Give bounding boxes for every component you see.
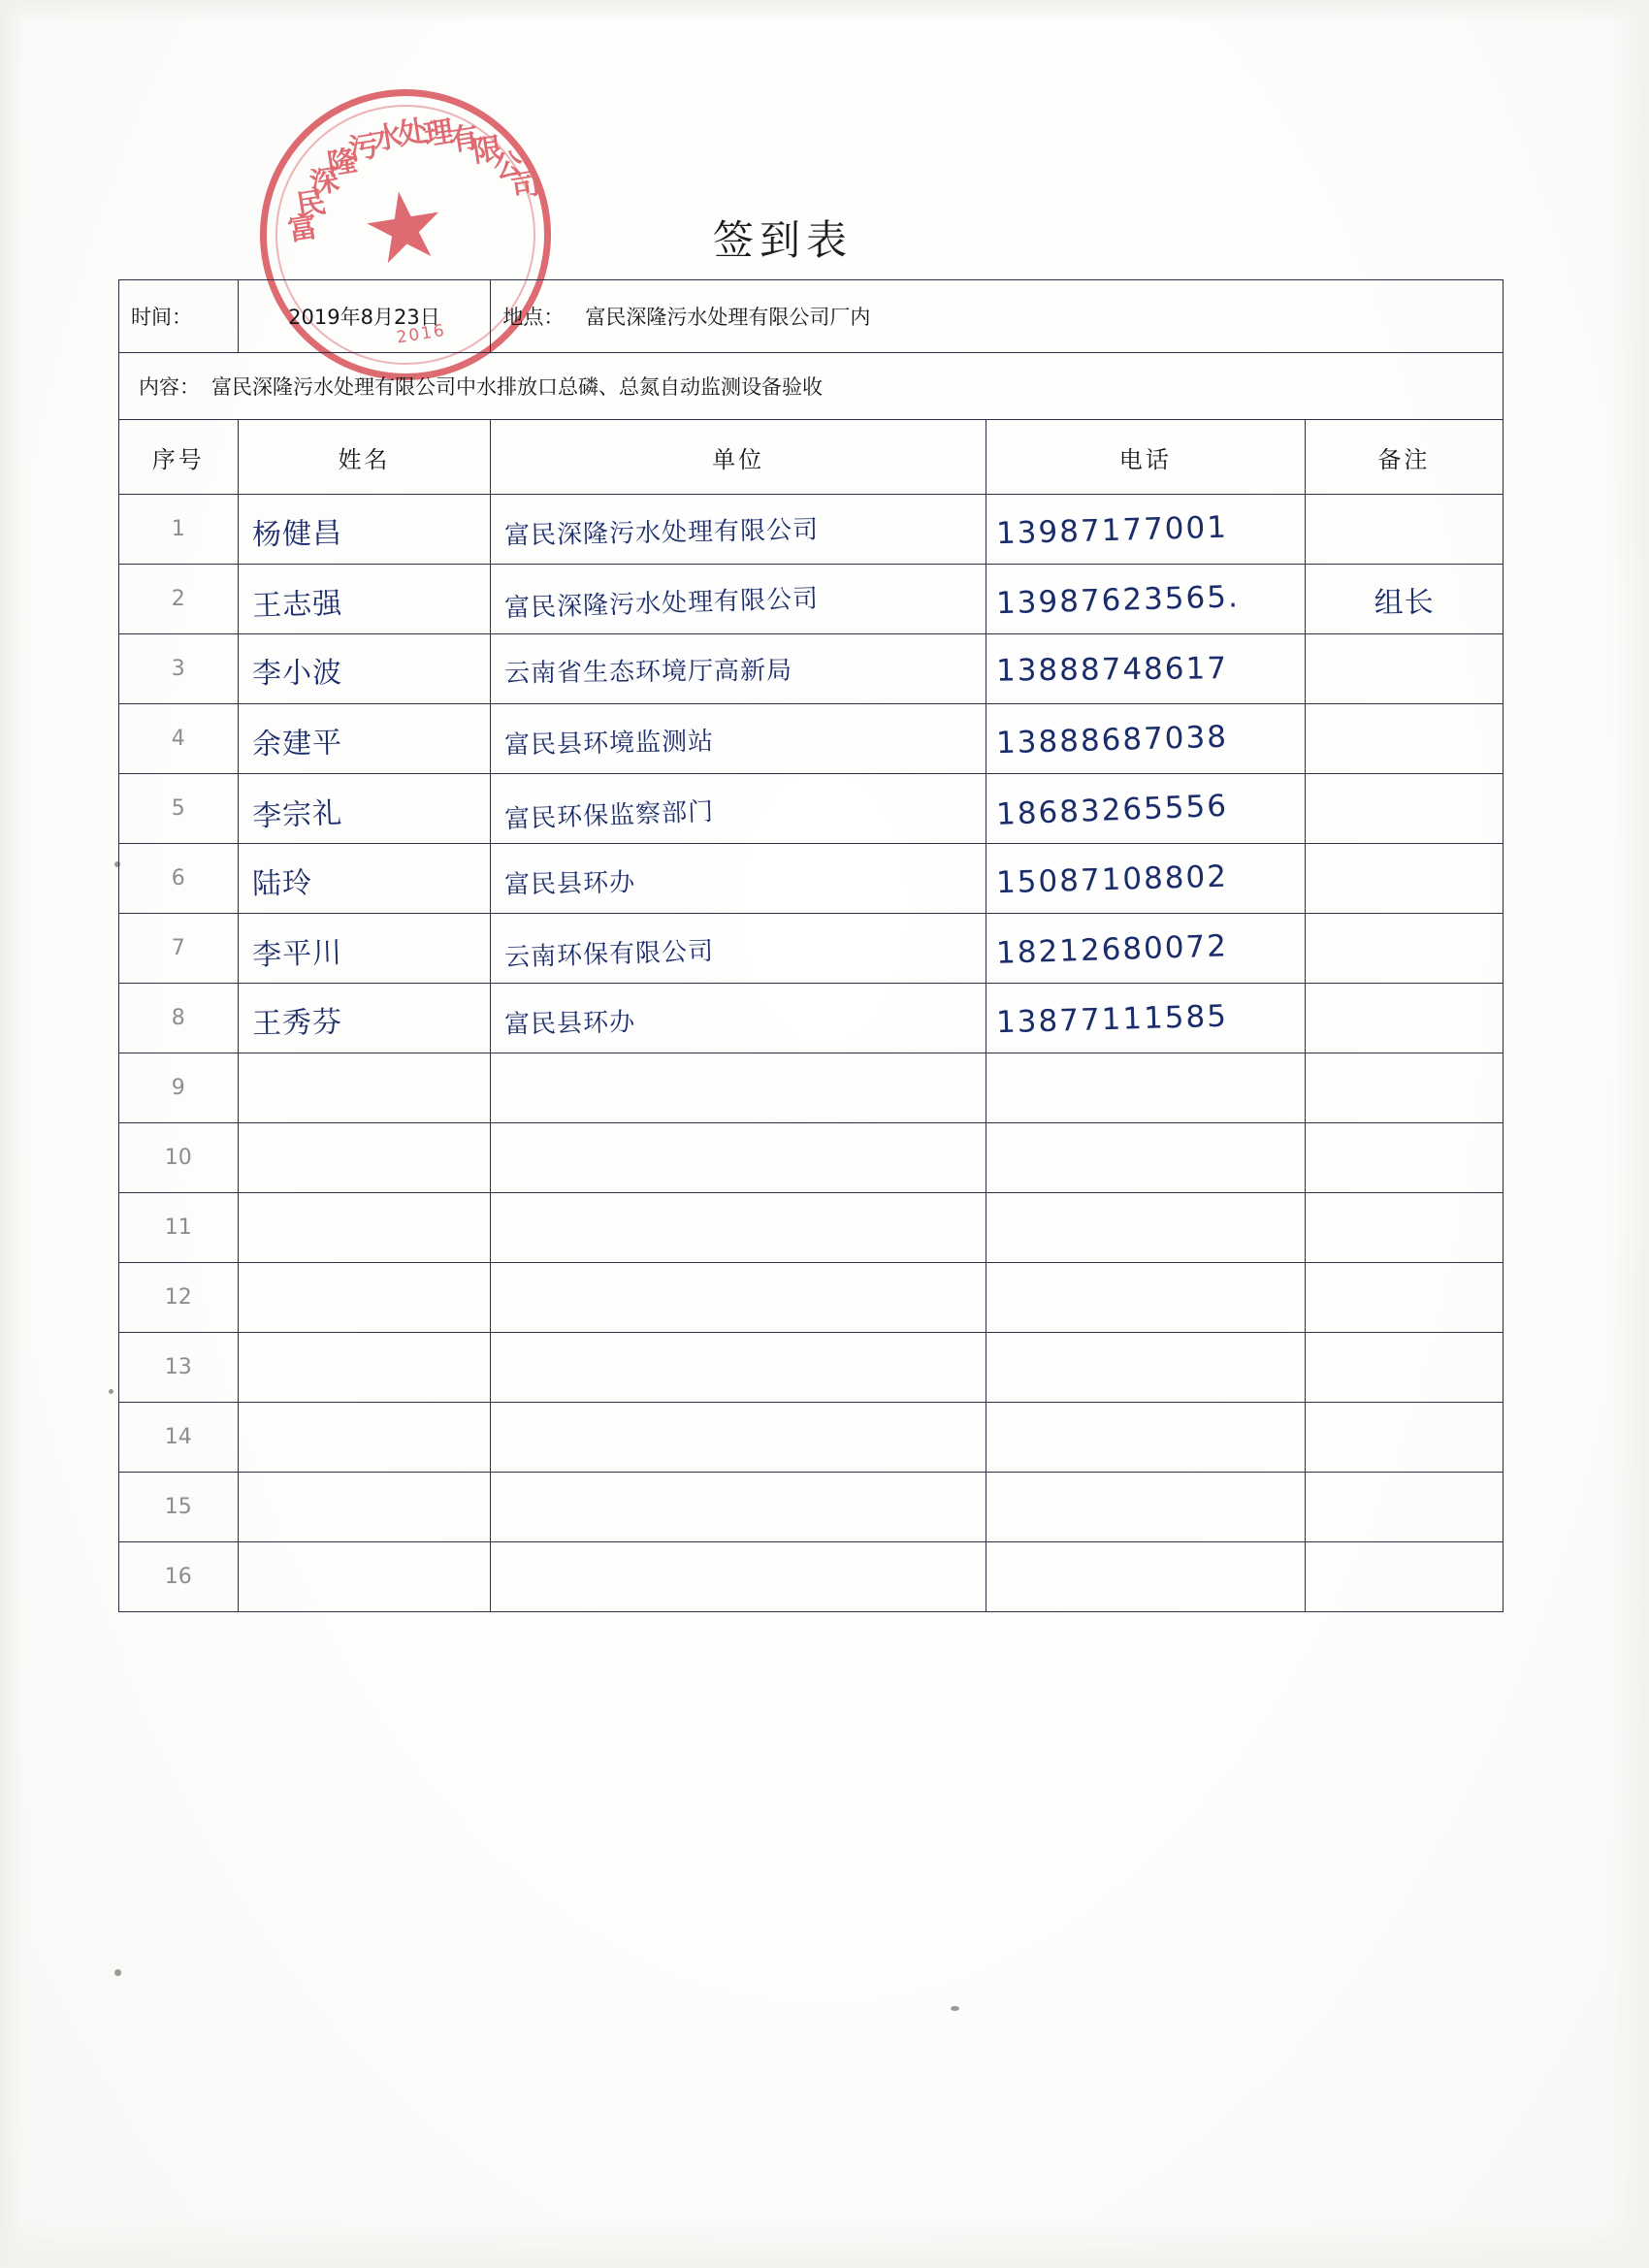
row-unit-cell	[491, 704, 986, 774]
row-seq: 9	[119, 1053, 239, 1123]
row-unit-cell	[491, 495, 986, 565]
handwritten-unit	[491, 1363, 985, 1373]
row-phone-cell	[986, 844, 1305, 914]
row-note-cell	[1305, 1403, 1503, 1473]
handwritten-note	[1306, 1296, 1503, 1300]
handwritten-note	[1306, 1086, 1503, 1090]
place-cell	[491, 280, 1504, 353]
handwritten-note	[1306, 1017, 1503, 1021]
row-unit-cell	[491, 1053, 986, 1123]
table-row	[119, 565, 1504, 634]
row-unit-cell	[491, 1123, 986, 1193]
row-name-cell	[238, 1123, 491, 1193]
handwritten-name	[239, 1365, 491, 1370]
row-seq: 2	[119, 565, 239, 634]
time-label: 时间：	[131, 306, 192, 329]
row-name-cell	[238, 704, 491, 774]
row-phone-cell	[986, 1053, 1305, 1123]
row-phone-cell	[986, 565, 1305, 634]
handwritten-name: 陆玲	[251, 865, 312, 901]
handwritten-note	[1306, 877, 1503, 881]
scan-speck	[109, 1389, 113, 1394]
table-row	[119, 1263, 1504, 1333]
page-title: 签到表	[713, 216, 854, 264]
row-name-cell	[238, 844, 491, 914]
handwritten-unit	[491, 1153, 985, 1163]
row-unit-cell	[491, 1193, 986, 1263]
handwritten-note	[1306, 1575, 1503, 1579]
handwritten-phone	[986, 1293, 1305, 1302]
row-seq: 15	[119, 1473, 239, 1542]
row-seq: 6	[119, 844, 239, 914]
seal-arc-text: 富 民 深 隆 污 水 处 理 有 限 公 司	[285, 113, 543, 248]
table-row	[119, 1053, 1504, 1123]
handwritten-phone	[986, 1223, 1305, 1232]
handwritten-note	[1306, 807, 1503, 811]
handwritten-unit: 富民深隆污水处理有限公司	[504, 515, 820, 551]
handwritten-unit	[491, 1084, 985, 1093]
row-seq: 8	[119, 984, 239, 1053]
header-note: 备注	[1305, 420, 1503, 495]
row-unit-cell	[491, 1333, 986, 1403]
row-unit-cell	[491, 984, 986, 1053]
row-seq: 13	[119, 1333, 239, 1403]
row-name-cell	[238, 984, 491, 1053]
handwritten-unit: 云南环保有限公司	[504, 936, 715, 973]
row-name-cell	[238, 774, 491, 844]
page-edge-shadow-bottom	[0, 2219, 1649, 2268]
row-name-cell	[238, 495, 491, 565]
row-unit-cell	[491, 1403, 986, 1473]
handwritten-unit: 富民县环办	[504, 868, 636, 900]
handwritten-note	[1306, 1226, 1503, 1230]
row-seq: 4	[119, 704, 239, 774]
handwritten-phone: 18683265556	[995, 788, 1229, 832]
row-name-cell	[238, 1263, 491, 1333]
row-seq: 11	[119, 1193, 239, 1263]
table-row	[119, 1123, 1504, 1193]
signin-table	[118, 279, 1504, 1612]
row-note-cell	[1305, 704, 1503, 774]
handwritten-phone: 18212680072	[995, 927, 1229, 971]
content-cell	[119, 353, 1504, 420]
handwritten-phone: 13888687038	[995, 719, 1229, 761]
time-value-cell	[238, 280, 491, 353]
handwritten-unit	[491, 1223, 985, 1233]
row-seq: 14	[119, 1403, 239, 1473]
row-note-cell	[1305, 984, 1503, 1053]
header-name: 姓名	[238, 420, 491, 495]
header-no: 序号	[119, 420, 239, 495]
row-name-cell	[238, 1403, 491, 1473]
scan-speck	[951, 2006, 959, 2011]
handwritten-name	[239, 1295, 491, 1300]
handwritten-unit	[491, 1433, 985, 1442]
handwritten-unit	[491, 1293, 985, 1303]
row-phone-cell	[986, 1123, 1305, 1193]
row-phone-cell	[986, 1542, 1305, 1612]
handwritten-note	[1306, 528, 1503, 532]
content-label: 内容：	[139, 375, 200, 399]
row-phone-cell	[986, 1263, 1305, 1333]
table-row	[119, 1333, 1504, 1403]
row-unit-cell	[491, 1263, 986, 1333]
handwritten-phone: 13877111585	[995, 998, 1229, 1040]
row-phone-cell	[986, 984, 1305, 1053]
row-note-cell	[1305, 1263, 1503, 1333]
page-edge-shadow-right	[1610, 0, 1649, 2268]
row-seq: 10	[119, 1123, 239, 1193]
handwritten-unit: 云南省生态环境厅高新局	[504, 656, 793, 689]
handwritten-phone	[986, 1153, 1305, 1162]
meta-row-time-place	[119, 280, 1504, 353]
handwritten-unit: 富民深隆污水处理有限公司	[504, 584, 820, 624]
table-header-row	[119, 420, 1504, 495]
table-row	[119, 844, 1504, 914]
row-name-cell	[238, 1193, 491, 1263]
meta-row-content	[119, 353, 1504, 420]
header-unit: 单位	[491, 420, 986, 495]
row-note-cell	[1305, 844, 1503, 914]
row-seq: 1	[119, 495, 239, 565]
handwritten-name: 王秀芬	[251, 1004, 342, 1041]
handwritten-unit	[491, 1503, 985, 1512]
time-label-cell	[119, 280, 239, 353]
handwritten-note: 组长	[1374, 584, 1435, 621]
handwritten-name	[239, 1505, 491, 1509]
table-row	[119, 984, 1504, 1053]
row-name-cell	[238, 1542, 491, 1612]
handwritten-phone: 13888748617	[995, 650, 1228, 689]
handwritten-unit: 富民县环办	[504, 1008, 636, 1040]
row-note-cell	[1305, 1542, 1503, 1612]
handwritten-phone: 13987177001	[995, 509, 1229, 551]
page-edge-shadow-top	[0, 0, 1649, 23]
row-unit-cell	[491, 844, 986, 914]
handwritten-phone: 15087108802	[995, 859, 1229, 900]
handwritten-name	[239, 1574, 491, 1579]
row-note-cell	[1305, 1193, 1503, 1263]
row-name-cell	[238, 1053, 491, 1123]
row-phone-cell	[986, 1193, 1305, 1263]
handwritten-name	[239, 1225, 491, 1230]
row-phone-cell	[986, 1473, 1305, 1542]
row-phone-cell	[986, 704, 1305, 774]
row-note-cell	[1305, 914, 1503, 984]
row-note-cell	[1305, 1053, 1503, 1123]
handwritten-unit	[491, 1572, 985, 1582]
row-note-cell	[1305, 1473, 1503, 1542]
row-note-cell	[1305, 1123, 1503, 1193]
table-row	[119, 914, 1504, 984]
handwritten-note	[1306, 737, 1503, 741]
place-value: 富民深隆污水处理有限公司厂内	[585, 306, 871, 329]
row-seq: 12	[119, 1263, 239, 1333]
row-note-cell	[1305, 634, 1503, 704]
table-row	[119, 1193, 1504, 1263]
row-seq: 5	[119, 774, 239, 844]
row-name-cell	[238, 565, 491, 634]
handwritten-name: 余建平	[251, 725, 342, 761]
handwritten-name	[239, 1155, 491, 1160]
row-unit-cell	[491, 774, 986, 844]
place-label: 地点：	[502, 306, 565, 329]
row-name-cell	[238, 914, 491, 984]
row-seq: 3	[119, 634, 239, 704]
row-note-cell	[1305, 495, 1503, 565]
handwritten-note	[1306, 947, 1503, 951]
row-note-cell	[1305, 1333, 1503, 1403]
header-phone: 电话	[986, 420, 1305, 495]
handwritten-unit: 富民环保监察部门	[504, 796, 716, 835]
handwritten-note	[1306, 1366, 1503, 1370]
row-phone-cell	[986, 495, 1305, 565]
time-value: 2019年8月23日	[288, 306, 440, 329]
row-phone-cell	[986, 1403, 1305, 1473]
handwritten-phone: 13987623565.	[995, 578, 1241, 621]
row-phone-cell	[986, 914, 1305, 984]
row-unit-cell	[491, 1542, 986, 1612]
row-phone-cell	[986, 1333, 1305, 1403]
table-row	[119, 1542, 1504, 1612]
handwritten-unit: 富民县环境监测站	[504, 727, 715, 761]
row-seq: 7	[119, 914, 239, 984]
row-unit-cell	[491, 634, 986, 704]
handwritten-phone	[986, 1433, 1305, 1442]
handwritten-note	[1306, 667, 1503, 671]
scan-speck	[114, 1969, 121, 1976]
handwritten-phone	[986, 1503, 1305, 1511]
table-row	[119, 774, 1504, 844]
handwritten-name	[239, 1435, 491, 1440]
handwritten-name: 杨健昌	[251, 515, 342, 552]
row-phone-cell	[986, 774, 1305, 844]
row-name-cell	[238, 1473, 491, 1542]
handwritten-phone	[986, 1363, 1305, 1372]
row-note-cell	[1305, 565, 1503, 634]
row-phone-cell	[986, 634, 1305, 704]
seal-star-icon	[361, 185, 447, 272]
handwritten-name: 李小波	[251, 655, 342, 691]
handwritten-phone	[986, 1572, 1305, 1581]
row-seq: 16	[119, 1542, 239, 1612]
row-unit-cell	[491, 565, 986, 634]
content-value: 富民深隆污水处理有限公司中水排放口总磷、总氮自动监测设备验收	[211, 375, 823, 399]
table-row	[119, 1403, 1504, 1473]
page-edge-shadow-left	[0, 0, 25, 2268]
handwritten-name: 王志强	[251, 586, 343, 624]
row-name-cell	[238, 634, 491, 704]
row-unit-cell	[491, 914, 986, 984]
table-row	[119, 634, 1504, 704]
handwritten-note	[1306, 1436, 1503, 1440]
table-row	[119, 704, 1504, 774]
handwritten-name	[239, 1085, 491, 1090]
table-row	[119, 1473, 1504, 1542]
handwritten-name: 李宗礼	[251, 795, 343, 833]
row-name-cell	[238, 1333, 491, 1403]
handwritten-name: 李平川	[251, 935, 343, 973]
row-unit-cell	[491, 1473, 986, 1542]
handwritten-note	[1306, 1506, 1503, 1509]
handwritten-note	[1306, 1156, 1503, 1160]
seal-bottom-text: 2016	[395, 320, 448, 348]
row-note-cell	[1305, 774, 1503, 844]
table-row	[119, 495, 1504, 565]
handwritten-phone	[986, 1084, 1305, 1092]
signin-table-wrap	[118, 279, 1504, 1612]
